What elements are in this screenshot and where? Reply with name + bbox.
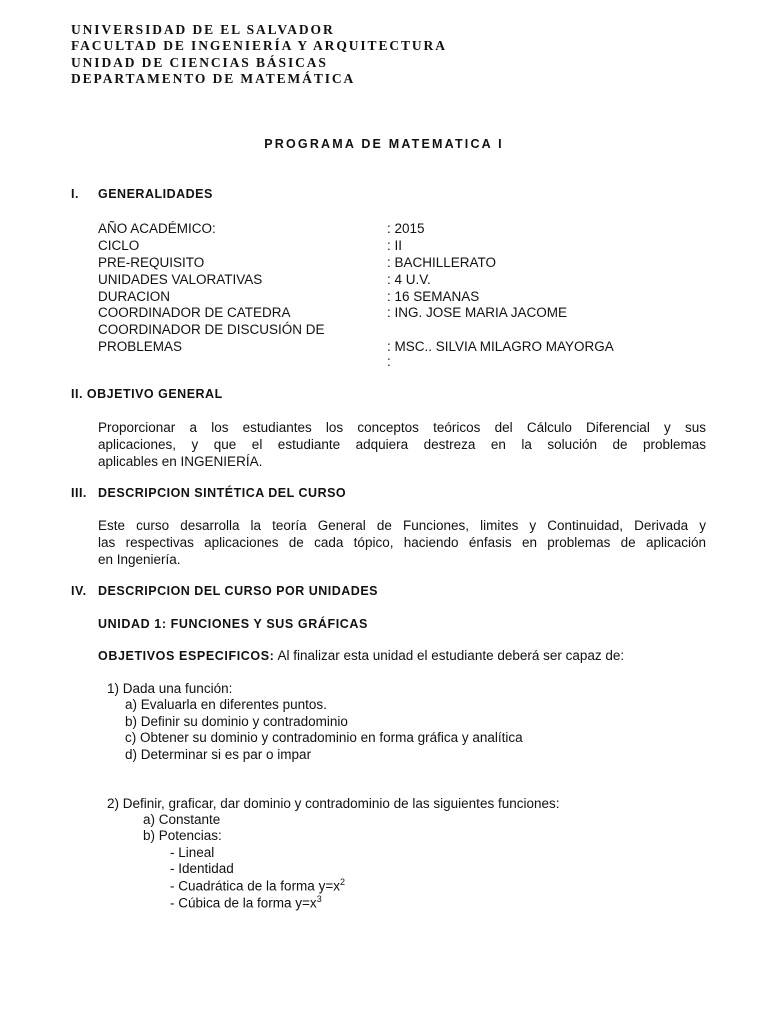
section-number: II. — [71, 387, 83, 401]
generalidades-label: COORDINADOR DE DISCUSIÓN DE — [98, 322, 325, 337]
unit-1-title: UNIDAD 1: FUNCIONES Y SUS GRÁFICAS — [98, 617, 368, 631]
paragraph-line: aplicaciones, y que el estudiante adquiera destreza en la solución de problemas — [98, 437, 706, 452]
generalidades-label: PRE-REQUISITO — [98, 255, 205, 270]
section-heading-generalidades — [71, 187, 213, 201]
section-title: OBJETIVO GENERAL — [86, 387, 223, 401]
generalidades-value: : 16 SEMANAS — [387, 289, 480, 304]
objective-subitem: c) Obtener su dominio y contradominio en forma gráfica y analítica — [125, 730, 523, 745]
paragraph-line: en Ingeniería. — [98, 552, 181, 567]
generalidades-label: DURACION — [98, 289, 171, 304]
exponent: 3 — [316, 894, 322, 904]
paragraph-line: Este curso desarrolla la teoría General de Funciones, limites y Continuidad, Derivada y — [98, 518, 706, 533]
section-heading-descripcion-sintetica — [71, 486, 346, 500]
paragraph-line: aplicables en INGENIERÍA. — [98, 454, 263, 469]
section-number: I. — [71, 187, 79, 201]
generalidades-label: COORDINADOR DE CATEDRA — [98, 305, 291, 320]
section-number: IV. — [71, 584, 87, 598]
generalidades-value: : ING. JOSE MARIA JACOME — [387, 305, 568, 320]
objective-subitem: b) Potencias: — [143, 828, 222, 843]
generalidades-value: : — [387, 354, 391, 369]
objective-item-2: 2) Definir, graficar, dar dominio y contradominio de las siguientes funciones: — [107, 796, 560, 811]
section-heading-descripcion-unidades — [71, 584, 378, 598]
university-name: UNIVERSIDAD DE EL SALVADOR — [71, 22, 335, 37]
section-number: III. — [71, 486, 87, 500]
power-function-item — [170, 861, 234, 876]
objective-item-1: 1) Dada una función: — [107, 681, 233, 696]
paragraph-line: las respectivas aplicaciones de cada tópico, haciendo énfasis en problemas de aplicación — [98, 535, 706, 550]
generalidades-label: AÑO ACADÉMICO: — [98, 221, 216, 236]
objective-subitem: b) Definir su dominio y contradominio — [125, 714, 348, 729]
department-name: DEPARTAMENTO DE MATEMÁTICA — [71, 70, 356, 86]
section-title: DESCRIPCION SINTÉTICA DEL CURSO — [98, 486, 347, 500]
objective-subitem: d) Determinar si es par o impar — [125, 747, 312, 762]
section-heading-objetivo-general — [71, 387, 223, 401]
generalidades-label: PROBLEMAS — [98, 339, 183, 354]
institution-header — [71, 22, 447, 87]
generalidades-value: : 2015 — [387, 221, 425, 236]
specific-objectives-text: Al finalizar esta unidad el estudiante deberá ser capaz de: — [274, 648, 625, 663]
section-title: DESCRIPCION DEL CURSO POR UNIDADES — [98, 584, 378, 598]
faculty-name: FACULTAD DE INGENIERÍA Y ARQUITECTURA — [71, 38, 447, 54]
generalidades-value: : MSC.. SILVIA MILAGRO MAYORGA — [387, 339, 614, 354]
power-function-text: - Identidad — [170, 861, 234, 876]
objetivo-general-paragraph — [98, 419, 706, 470]
power-function-text: - Cuadrática de la forma y=x — [170, 878, 340, 894]
specific-objectives-label: OBJETIVOS ESPECIFICOS: — [98, 649, 275, 663]
specific-objectives — [98, 648, 624, 663]
power-function-text: - Cúbica de la forma y=x — [170, 895, 317, 911]
objective-subitem: a) Evaluarla en diferentes puntos. — [125, 697, 327, 712]
power-function-item — [170, 845, 214, 860]
power-function-item — [170, 877, 345, 894]
generalidades-value: : 4 U.V. — [387, 272, 431, 287]
power-function-text: - Lineal — [170, 845, 215, 860]
unit-name: UNIDAD DE CIENCIAS BÁSICAS — [71, 54, 328, 70]
generalidades-value: : II — [387, 238, 403, 253]
descripcion-sintetica-paragraph — [98, 517, 706, 568]
exponent: 2 — [339, 877, 345, 887]
generalidades-label: CICLO — [98, 238, 140, 253]
power-function-item — [170, 894, 322, 911]
section-title: GENERALIDADES — [98, 187, 213, 201]
program-title: PROGRAMA DE MATEMATICA I — [264, 137, 504, 151]
objective-subitem: a) Constante — [143, 812, 221, 827]
generalidades-value: : BACHILLERATO — [387, 255, 497, 270]
generalidades-label: UNIDADES VALORATIVAS — [98, 272, 263, 287]
paragraph-line: Proporcionar a los estudiantes los conceptos teóricos del Cálculo Diferencial y sus — [98, 420, 706, 435]
